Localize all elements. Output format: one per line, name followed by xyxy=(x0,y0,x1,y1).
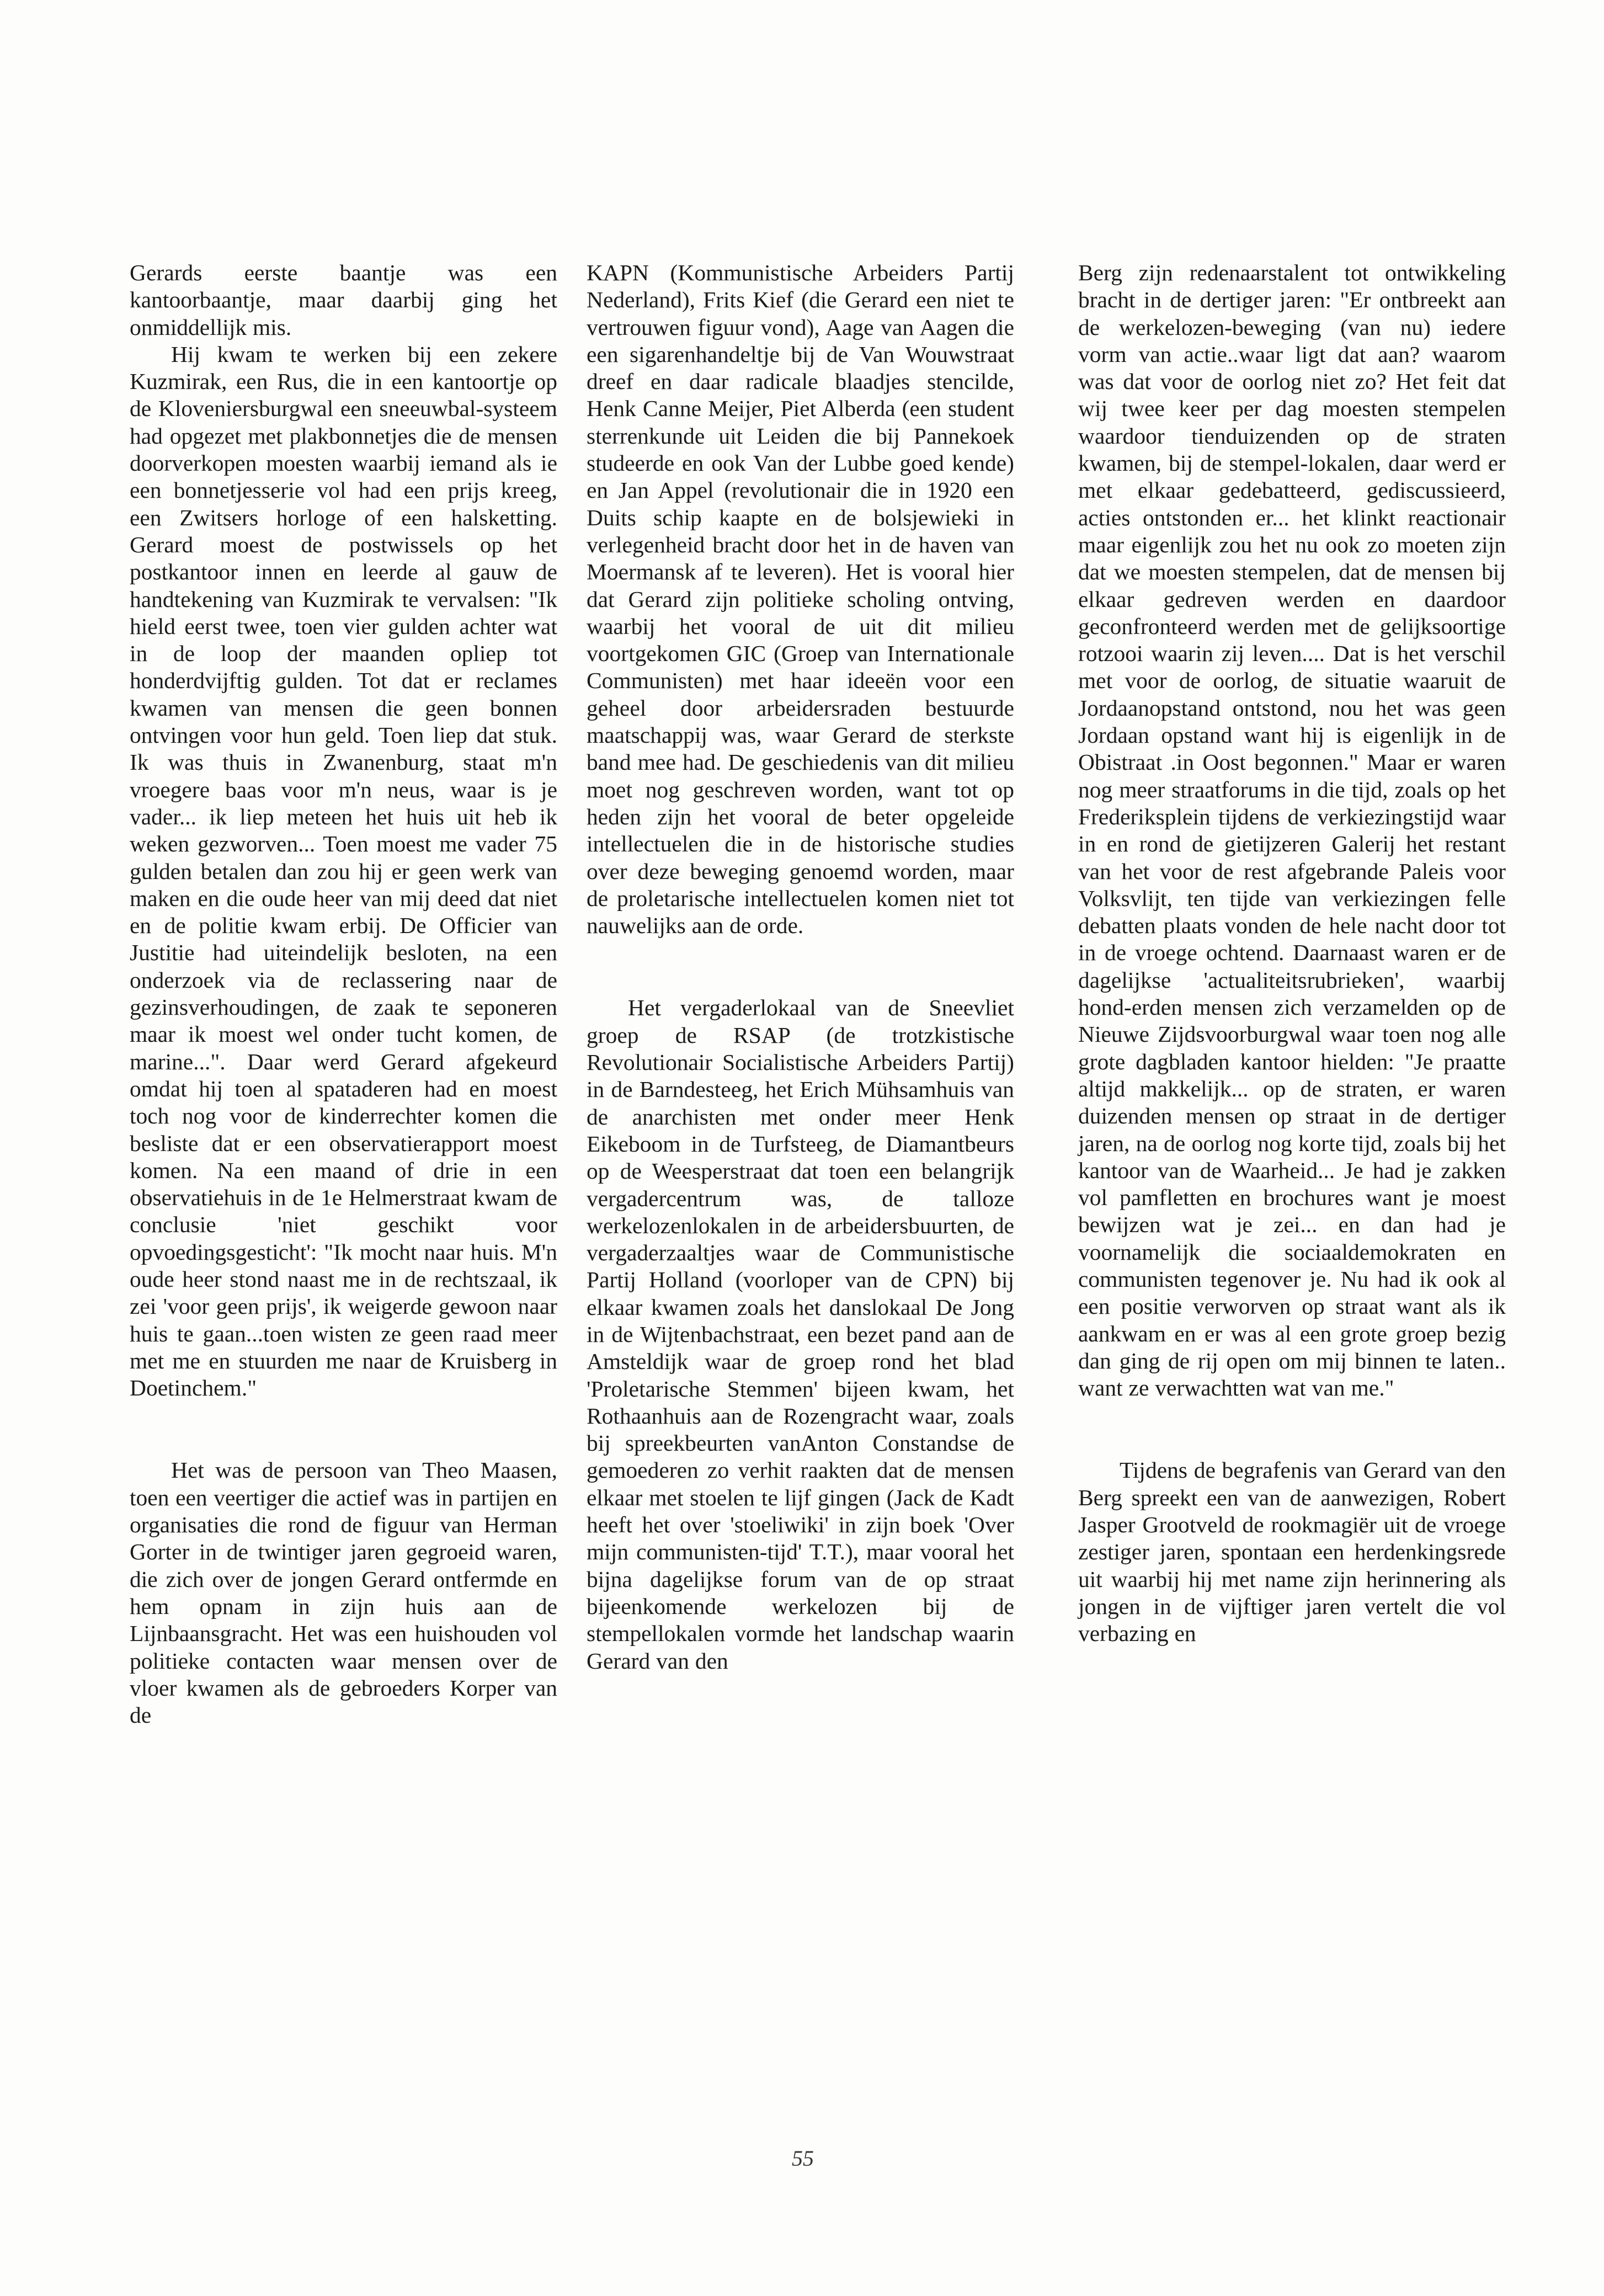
paragraph: Tijdens de begrafenis van Gerard van den Berg spreekt een van de aanwezigen, Robert Jasper Grootveld de rookmagiër uit de vroege zestiger jaren, spontaan een herdenkingsrede uit waarbij hij met name zijn herinnering als jongen in de vijftiger jaren vertelt die vol verbazing en xyxy=(1078,1457,1506,1647)
text-column-2 xyxy=(587,259,1014,1675)
paragraph: Gerards eerste baantje was een kantoorbaantje, maar daarbij ging het onmiddellijk mis. xyxy=(130,260,557,340)
paragraph: Het was de persoon van Theo Maasen, toen een veertiger die actief was in partijen en organisaties die rond de figuur van Herman Gorter in de twintiger jaren gegroeid waren, die zich over de jongen Gerard ontfermde en hem opnam in zijn huis aan de Lijnbaansgracht. Het was een huishouden vol politieke contacten waar mensen over de vloer kwamen als de gebroeders Korper van de xyxy=(130,1457,557,1728)
text-column-3 xyxy=(1078,259,1506,1648)
paragraph: Het vergaderlokaal van de Sneevliet groep de RSAP (de trotzkistische Revolutionair Socialistische Arbeiders Partij) in de Barndesteeg, het Erich Mühsamhuis van de anarchisten met onder meer Henk Eikeboom in de Turfsteeg, de Diamantbeurs op de Weesperstraat dat toen een belangrijk vergadercentrum was, de talloze werkelozenlokalen in de arbeidersbuurten, de vergaderzaaltjes waar de Communistische Partij Holland (voorloper van de CPN) bij elkaar kwamen zoals het danslokaal De Jong in de Wijtenbachstraat, een bezet pand aan de Amsteldijk waar de groep rond het blad 'Proletarische Stemmen' bijeen kwam, het Rothaanhuis aan de Rozengracht waar, zoals bij spreekbeurten vanAnton Constandse de gemoederen zo verhit raakten dat de mensen elkaar met stoelen te lijf gingen (Jack de Kadt heeft het over 'stoeliwiki' in zijn boek 'Over mijn communisten-tijd' T.T.), maar vooral het bijna dagelijkse forum van de op straat bijeenkomende werkelozen bij de stempellokalen vormde het landschap waarin Gerard van den xyxy=(587,995,1014,1674)
paragraph: Hij kwam te werken bij een zekere Kuzmirak, een Rus, die in een kantoortje op de Kloveniersburgwal een sneeuwbal-systeem had opgezet met plakbonnetjes die de mensen doorverkopen moesten waarbij iemand als ie een bonnetjesserie vol had een prijs kreeg, een Zwitsers horloge of een halsketting. Gerard moest de postwissels op het postkantoor innen en leerde al gauw de handtekening van Kuzmirak te vervalsen: "Ik hield eerst twee, toen vier gulden achter wat in de loop der maanden opliep tot honderdvijftig gulden. Tot dat er reclames kwamen van mensen die geen bonnen ontvingen voor hun geld. Toen liep dat stuk. Ik was thuis in Zwanenburg, staat m'n vroegere baas voor m'n neus, waar is je vader... ik liep meteen het huis uit heb ik weken gezworven... Toen moest me vader 75 gulden betalen dan zou hij er geen werk van maken en die oude heer van mij deed dat niet en de politie kwam erbij. De Officier van Justitie had uiteindelijk besloten, na een onderzoek via de reclassering naar de gezinsverhoudingen, de zaak te seponeren maar ik moest wel onder tucht komen, de marine...". Daar werd Gerard afgekeurd omdat hij toen al spataderen had en moest toch nog voor de kinderrechter komen die besliste dat er een observatierapport moest komen. Na een maand of drie in een observatiehuis in de 1e Helmerstraat kwam de conclusie 'niet geschikt voor opvoedingsgesticht': "Ik mocht naar huis. M'n oude heer stond naast me in de rechtszaal, ik zei 'voor geen prijs', ik weigerde gewoon naar huis te gaan...toen wisten ze geen raad meer met me en stuurden me naar de Kruisberg in Doetinchem." xyxy=(130,341,557,1401)
paragraph: Berg zijn redenaarstalent tot ontwikkeling bracht in de dertiger jaren: "Er ontbreekt aan de werkelozen-beweging (van nu) iedere vorm van actie..waar ligt dat aan? waarom was dat voor de oorlog niet zo? Het feit dat wij twee keer per dag moesten stempelen waardoor tienduizenden op de straten kwamen, bij de stempel-lokalen, daar werd er met elkaar gedebatteerd, gediscussieerd, acties ontstonden er... het klinkt reactionair maar eigenlijk zou het nu ook zo moeten zijn dat we moesten stempelen, dat de mensen bij elkaar gedreven werden en daardoor geconfronteerd werden met de gelijksoortige rotzooi waarin zij leven.... Dat is het verschil met voor de oorlog, de situatie waaruit de Jordaanopstand ontstond, nou het was geen Jordaan opstand want hij is eigenlijk in de Obistraat .in Oost begonnen." Maar er waren nog meer straatforums in die tijd, zoals op het Frederiksplein tijdens de verkiezingstijd waar in en rond de gietijzeren Galerij het restant van het voor de rest afgebrande Paleis voor Volksvlijt, ten tijde van verkiezingen felle debatten plaats vonden de hele nacht door tot in de vroege ochtend. Daarnaast waren er de dagelijkse 'actualiteitsrubrieken', waarbij hond-erden mensen zich verzamelden op de Nieuwe Zijdsvoorburgwal waar toen nog alle grote dagbladen kantoor hielden: "Je praatte altijd makkelijk... op de straten, er waren duizenden mensen op straat in de dertiger jaren, na de oorlog nog korte tijd, zoals bij het kantoor van de Waarheid... Je had je zakken vol pamfletten en brochures want je moest bewijzen wat je zei... en dan had je voornamelijk die sociaaldemokraten en communisten tegenover je. Nu had ik ook al een positie verworven op straat want als ik aankwam en er was al een grote groep bezig dan ging de rij open om mij binnen te laten.. want ze verwachtten wat van me." xyxy=(1078,260,1506,1401)
page-number: 55 xyxy=(792,2146,814,2171)
paragraph: KAPN (Kommunistische Arbeiders Partij Nederland), Frits Kief (die Gerard een niet te vertrouwen figuur vond), Aage van Aagen die een sigarenhandeltje bij de Van Wouwstraat dreef en daar radicale blaadjes stencilde, Henk Canne Meijer, Piet Alberda (een student sterrenkunde uit Leiden die bij Pannekoek studeerde en ook Van der Lubbe goed kende) en Jan Appel (revolutionair die in 1920 een Duits schip kaapte en de bolsjewieki in verlegenheid bracht door het in de haven van Moermansk af te leveren). Het is vooral hier dat Gerard zijn politieke scholing ontving, waarbij het vooral de uit dit milieu voortgekomen GIC (Groep van Internationale Communisten) met haar ideeën voor een geheel door arbeidersraden bestuurde maatschappij was, waar Gerard de sterkste band mee had. De geschiedenis van dit milieu moet nog geschreven worden, want tot op heden zijn het vooral de beter opgeleide intellectuelen die in de historische studies over deze beweging genoemd worden, maar de proletarische intellectuelen komen niet tot nauwelijks aan de orde. xyxy=(587,260,1014,939)
text-column-1 xyxy=(130,259,557,1729)
